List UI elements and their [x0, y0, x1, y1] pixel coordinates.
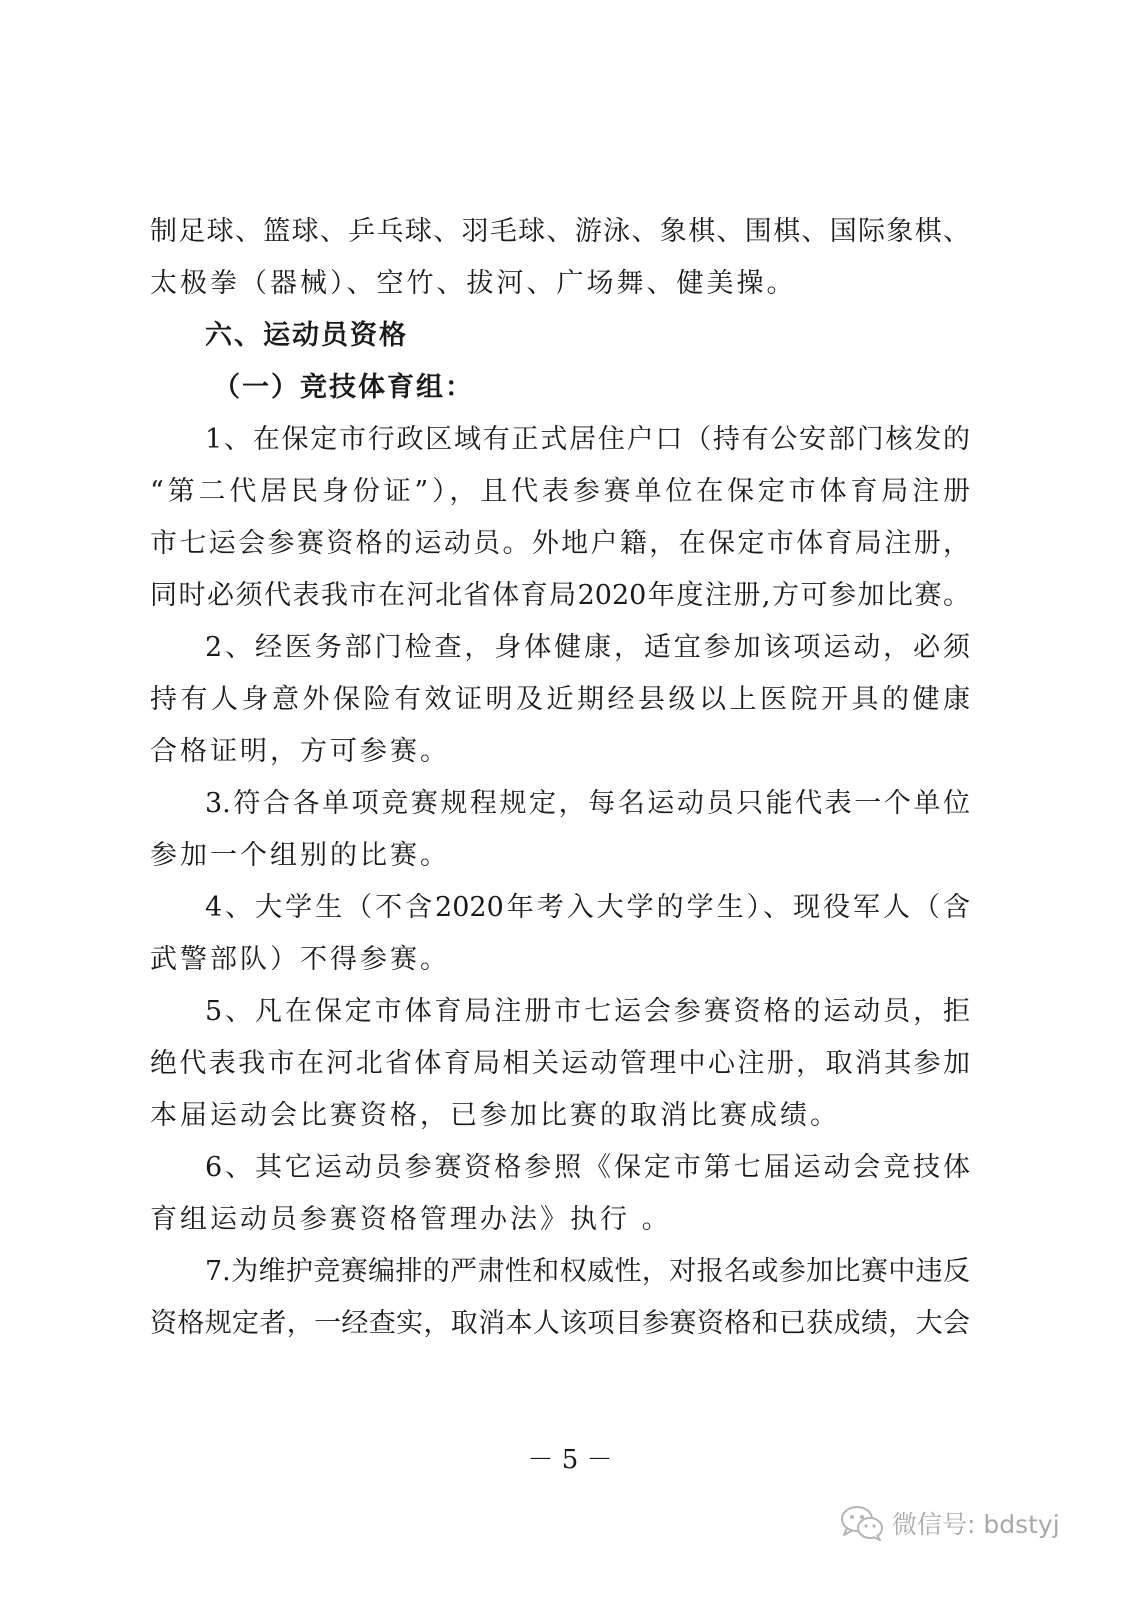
paragraph-line: 育组运动员参赛资格管理办法》执行 。: [150, 1204, 672, 1235]
page-number: － 5 －: [527, 1445, 613, 1475]
paragraph-line: 4、大学生（不含2020年考入大学的学生）、现役军人（含: [205, 892, 970, 923]
paragraph-line: 同时必须代表我市在河北省体育局2020年度注册,方可参加比赛。: [150, 580, 970, 611]
paragraph-line: 资格规定者，一经查实，取消本人该项目参赛资格和已获成绩，大会: [150, 1308, 970, 1339]
paragraph-line: 2、经医务部门检查，身体健康，适宜参加该项运动，必须: [205, 632, 970, 663]
watermark-label: 微信号: bdstyj: [892, 1510, 1060, 1539]
paragraph-line: “第二代居民身份证”），且代表参赛单位在保定市体育局注册: [150, 476, 970, 507]
wechat-watermark: [840, 1498, 1120, 1548]
paragraph-line: 制足球、篮球、乒乓球、羽毛球、游泳、象棋、围棋、国际象棋、: [150, 216, 970, 247]
paragraph-line: 本届运动会比赛资格，已参加比赛的取消比赛成绩。: [150, 1100, 840, 1131]
paragraph-line: 武警部队）不得参赛。: [150, 944, 450, 975]
paragraph-line: 1、在保定市行政区域有正式居住户口（持有公安部门核发的: [205, 424, 970, 455]
paragraph-line: 6、其它运动员参赛资格参照《保定市第七届运动会竞技体: [205, 1152, 970, 1183]
paragraph-line: 绝代表我市在河北省体育局相关运动管理中心注册，取消其参加: [150, 1048, 970, 1079]
subsection-heading: （一）竞技体育组：: [213, 372, 474, 403]
paragraph-line: 持有人身意外保险有效证明及近期经县级以上医院开具的健康: [150, 684, 970, 715]
wechat-icon: [840, 1504, 884, 1542]
paragraph-line: 3.符合各单项竞赛规程规定，每名运动员只能代表一个单位: [205, 788, 970, 819]
paragraph-line: 5、凡在保定市体育局注册市七运会参赛资格的运动员，拒: [205, 996, 970, 1027]
paragraph-line: 参加一个组别的比赛。: [150, 840, 450, 871]
paragraph-line: 太极拳（器械）、空竹、拔河、广场舞、健美操。: [150, 268, 797, 299]
paragraph-line: 合格证明，方可参赛。: [150, 736, 450, 767]
section-heading: 六、运动员资格: [205, 320, 408, 351]
paragraph-line: 市七运会参赛资格的运动员。外地户籍，在保定市体育局注册，: [150, 528, 970, 559]
paragraph-line: 7.为维护竞赛编排的严肃性和权威性，对报名或参加比赛中违反: [205, 1256, 970, 1287]
